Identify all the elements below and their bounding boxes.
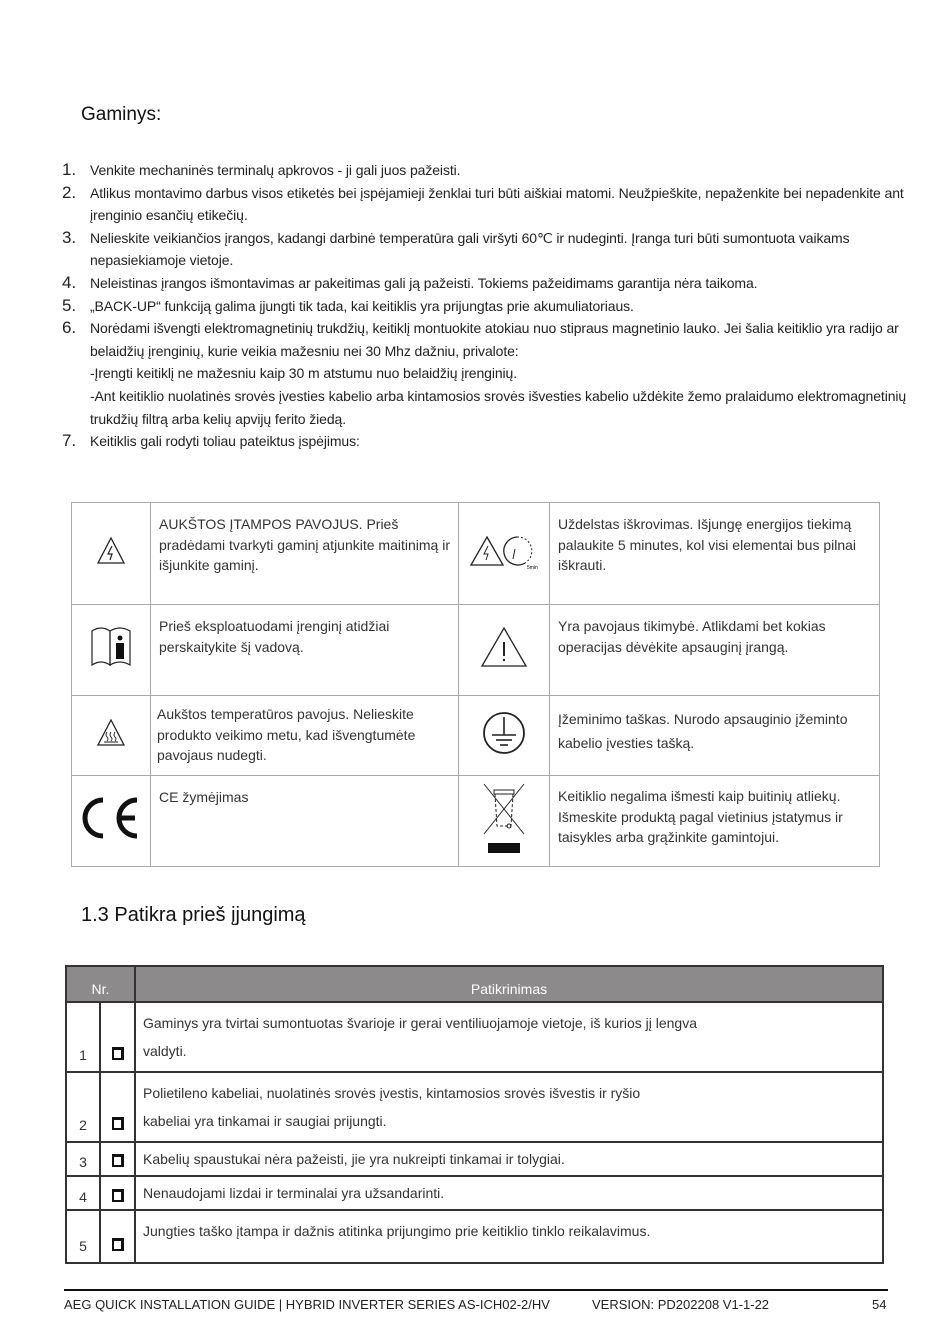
pre-start-check-table [65,965,884,1264]
list-item [62,227,940,272]
footer-guide-title: AEG QUICK INSTALLATION GUIDE | HYBRID INVERTER SERIES AS-ICH02-2/HV [64,1297,550,1312]
table-row [66,1176,883,1210]
row-number: 3 [66,1142,100,1176]
list-item [62,295,940,318]
item-number: 7. [62,431,76,451]
check-text: Nenaudojami lizdai ir terminalai yra užsandarinti. [135,1176,883,1210]
header-row [66,966,883,1002]
warning-text: Uždelstas iškrovimas. Išjungę energijos tiekimą palaukite 5 minutes, kol visi elementai bus pilnai iškrauti. [550,503,880,605]
column-header-check: Patikrinimas [135,966,883,1002]
item-text: Keitiklis gali rodyti toliau pateiktus įspėjimus: [90,433,360,450]
table-row [66,1002,883,1072]
warning-text: Prieš eksploatuodami įrenginį atidžiai perskaitykite šį vadovą. [151,605,459,696]
list-item [62,272,940,295]
list-item [62,317,940,430]
item-number: 4. [62,272,76,292]
high-voltage-icon [72,503,151,605]
item-line: Norėdami išvengti elektromagnetinių trukdžių, keitiklį montuokite atokiau nuo stipraus magnetinio lauko. Jei šalia keitiklio yra radijo ar belaidžių įrenginių, kurie veikia mažesniu nei 30 Mhz dažniu, privalote: [90,320,899,359]
warning-symbols-table [71,502,880,867]
warning-row [72,605,880,696]
read-manual-icon [72,605,151,696]
check-text: Kabelių spaustukai nėra pažeisti, jie yra nukreipti tinkamai ir tolygiai. [135,1142,883,1176]
ground-icon [459,696,550,776]
warning-row [72,776,880,867]
item-text: Nelieskite veikiančios įrangos, kadangi darbinė temperatūra gali viršyti 60℃ ir nudeginti. Įranga turi būti sumontuota vaikams nepasiekiamoje vietoje. [90,229,850,269]
checkbox[interactable] [112,1047,124,1060]
item-number: 6. [62,318,76,338]
checkbox[interactable] [112,1154,124,1167]
row-number: 2 [66,1072,100,1142]
row-number: 1 [66,1002,100,1072]
warning-row [72,503,880,605]
item-line: -Ant keitiklio nuolatinės srovės įvesties kabelio arba kintamosios srovės išvesties kabelio uždėkite žemo pralaidumo elektromagnetinių trukdžių filtrą arba kelių apvijų ferito žiedą. [90,387,907,427]
warning-text: Įžeminimo taškas. Nurodo apsauginio įžeminto kabelio įvesties tašką. [550,696,880,776]
footer-version: VERSION: PD202208 V1-1-22 [592,1297,770,1312]
item-text: „BACK-UP“ funkciją galima įjungti tik tada, kai keitiklis yra prijungtas prie akumuliatoriaus. [90,297,634,314]
column-header-nr: Nr. [66,966,135,1002]
item-text: Neleistinas įrangos išmontavimas ar pakeitimas gali ją pažeisti. Tokiems pažeidimams garantija nėra taikoma. [90,274,758,291]
row-number: 4 [66,1176,100,1210]
check-text: Polietileno kabeliai, nuolatinės srovės įvestis, kintamosios srovės išvestis ir ryšio kabeliai yra tinkamai ir saugiai prijungti. [135,1072,883,1142]
warning-text: AUKŠTOS ĮTAMPOS PAVOJUS. Prieš pradėdami tvarkyti gaminį atjunkite maitinimą ir išjunkite gaminį. [151,503,459,605]
footer-divider [64,1289,888,1291]
table-row [66,1210,883,1263]
checkbox[interactable] [112,1238,124,1251]
hot-surface-icon [72,696,151,776]
discharge-label: 5min [527,564,538,571]
table-row [66,1142,883,1176]
check-text: Jungties taško įtampa ir dažnis atitinka prijungimo prie keitiklio tinklo reikalavimus. [135,1210,883,1263]
ce-mark-icon [72,776,151,867]
section-title: Gaminys: [81,104,162,125]
item-line: -Įrengti keitiklį ne mažesniu kaip 30 m atstumu nuo belaidžių įrenginių. [90,365,518,382]
item-number: 1. [62,160,76,179]
checkbox[interactable] [112,1189,124,1202]
table-row [66,1072,883,1142]
item-text: Atlikus montavimo darbus visos etiketės bei įspėjamieji ženklai turi būti aiškiai matomi. Neužpieškite, nepaženkite bei nepadenkite ant įrenginio esančių etikečių. [90,184,904,224]
check-section-title: 1.3 Patikra prieš įjungimą [81,904,306,926]
list-item [62,182,940,227]
warning-text: Keitiklio negalima išmesti kaip buitinių atliekų. Išmeskite produktą pagal vietinius įstatymus ir taisykles arba grąžinkite gamintojui. [550,776,880,867]
item-text [90,317,940,430]
item-number: 3. [62,227,76,247]
row-number: 5 [66,1210,100,1263]
warning-row [72,696,880,776]
safety-list [62,159,940,453]
warning-text: CE žymėjimas [151,776,459,867]
item-text: Venkite mechaninės terminalų apkrovos - ji gali juos pažeisti. [90,162,461,178]
item-number: 2. [62,182,76,202]
list-item [62,159,940,182]
warning-text: Yra pavojaus tikimybė. Atlikdami bet kokias operacijas dėvėkite apsauginį įrangą. [550,605,880,696]
checkbox[interactable] [112,1117,124,1130]
caution-icon [459,605,550,696]
warning-text: Aukštos temperatūros pavojus. Nelieskite produkto veikimo metu, kad išvengtumėte pavojaus nudegti. [151,696,459,776]
list-item [62,430,940,453]
check-text: Gaminys yra tvirtai sumontuotas švarioje ir gerai ventiliuojamoje vietoje, iš kurios jį lengva valdyti. [135,1002,883,1072]
delayed-discharge-icon [459,503,550,605]
page-number: 54 [872,1297,887,1312]
item-number: 5. [62,295,76,315]
weee-bin-icon [459,776,550,867]
